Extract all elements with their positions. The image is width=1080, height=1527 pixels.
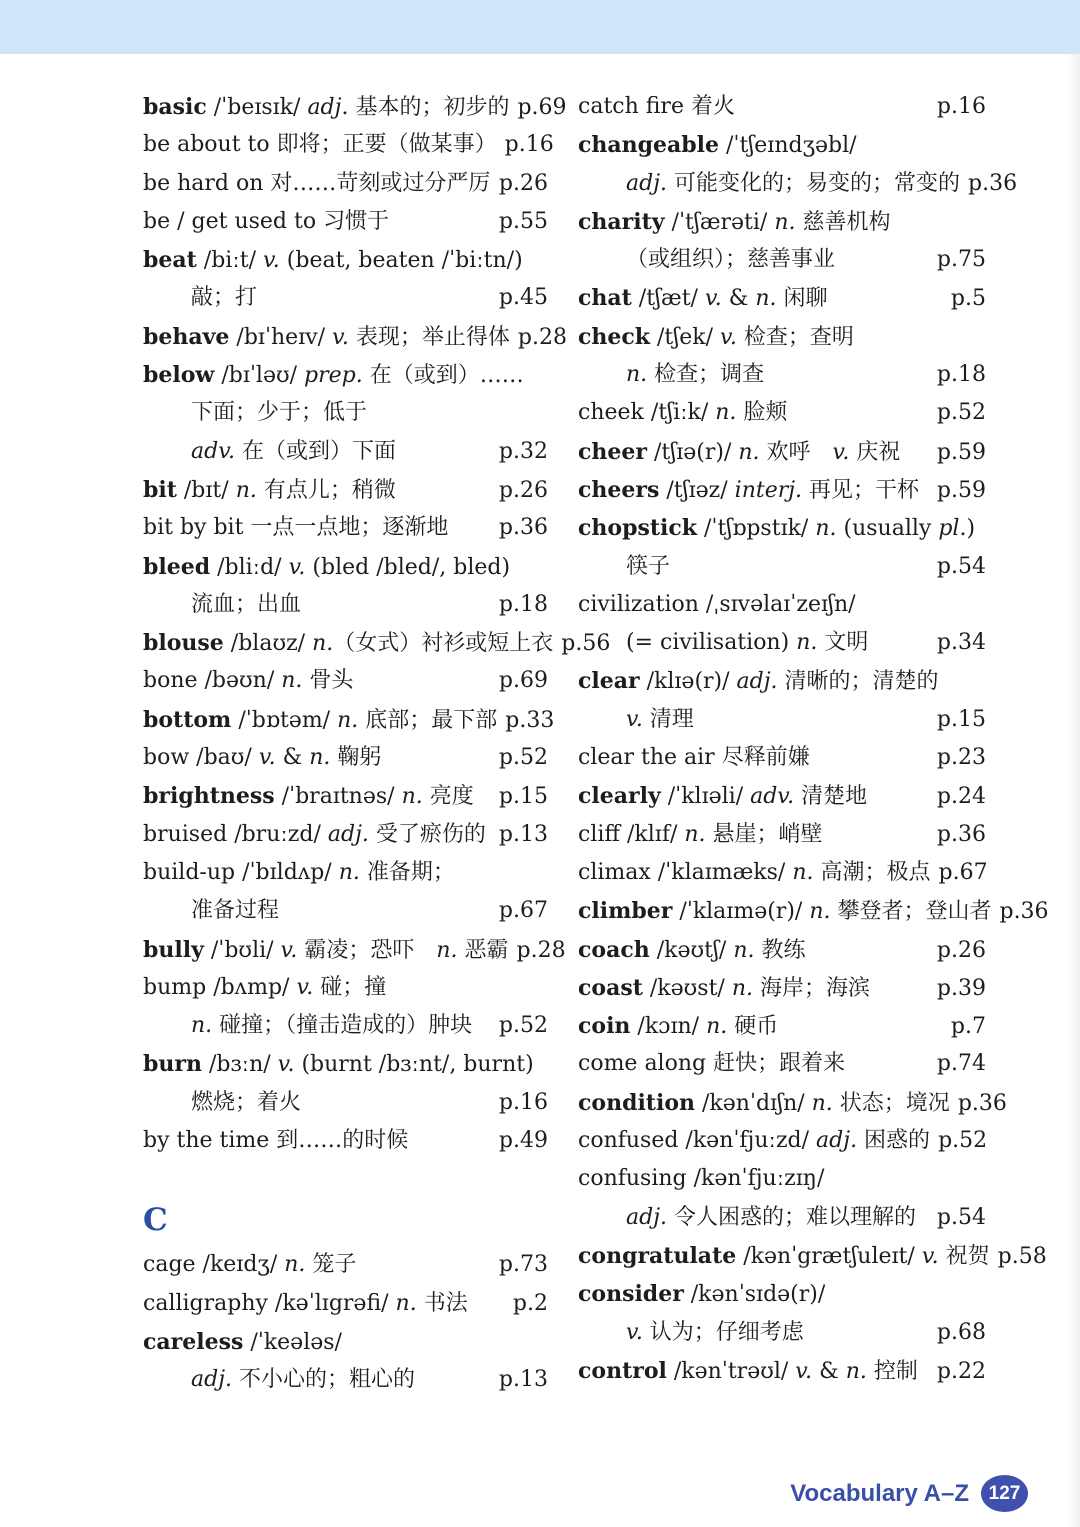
entry-text: consider /kənˈsɪdə(r)/ [578, 1281, 826, 1308]
vocab-entry [578, 739, 986, 777]
entry-text: chat /tʃæt/ v. & n. 闲聊 [578, 285, 828, 312]
page-ref: p.36 [968, 170, 1018, 196]
page-ref: p.52 [498, 1013, 548, 1039]
page-ref: p.56 [561, 631, 611, 657]
entry-text: be hard on 对……苛刻或过分严厉 [143, 170, 491, 196]
entry-text: blouse /blaʊz/ n.（女式）衬衫或短上衣 [143, 630, 554, 657]
entry-text: cage /keɪdʒ/ n. 笼子 [143, 1252, 357, 1278]
vocab-entry [578, 165, 1018, 203]
vocab-entry [578, 394, 986, 432]
entry-text: charity /ˈtʃærəti/ n. 慈善机构 [578, 208, 891, 235]
vocab-entry [143, 88, 567, 126]
vocab-entry [143, 203, 548, 241]
vocab-entry [578, 1122, 986, 1160]
page-ref: p.22 [936, 1358, 986, 1384]
vocab-entry [143, 318, 567, 356]
entry-text: bit by bit 一点一点地；逐渐地 [143, 515, 449, 541]
page-ref: p.18 [936, 362, 986, 388]
entry-text: bruised /bruːzd/ adj. 受了瘀伤的 [143, 821, 486, 847]
entry-text: v. 清理 [626, 706, 694, 732]
page-ref: p.28 [517, 324, 567, 350]
page-ref: p.36 [999, 899, 1049, 925]
vocab-entry [143, 126, 554, 164]
vocab-entry [578, 624, 986, 662]
vocab-column-right [578, 88, 1049, 1390]
vocab-entry [578, 662, 986, 700]
vocab-entry [143, 509, 548, 547]
page-ref: p.49 [498, 1128, 548, 1154]
page-ref: p.24 [936, 784, 986, 810]
page-number-badge: 127 [981, 1475, 1028, 1512]
entry-text: climax /ˈklaɪmæks/ n. 高潮；极点 [578, 859, 931, 885]
page-ref: p.23 [936, 745, 986, 771]
page-ref: p.55 [498, 208, 548, 234]
entry-text: clear the air 尽释前嫌 [578, 745, 810, 771]
page-ref: p.59 [936, 477, 986, 503]
entry-text: come along 赶快；跟着来 [578, 1051, 846, 1077]
entry-text: behave /bɪˈheɪv/ v. 表现；举止得体 [143, 323, 510, 350]
page-ref: p.34 [936, 630, 986, 656]
vocab-entry [143, 816, 548, 854]
header-band [0, 0, 1080, 54]
vocab-entry [143, 1122, 548, 1160]
page-ref: p.36 [957, 1090, 1007, 1116]
vocab-entry [578, 816, 986, 854]
entry-text: 筷子 [626, 553, 671, 579]
vocab-entry [578, 1314, 986, 1352]
page-ref: p.54 [936, 1204, 986, 1230]
entry-text: be / get used to 习惯于 [143, 208, 390, 234]
page-ref: p.75 [936, 247, 986, 273]
vocab-entry [578, 701, 986, 739]
vocab-entry [143, 662, 548, 700]
vocab-entry [578, 969, 986, 1007]
entry-text: bone /bəʊn/ n. 骨头 [143, 668, 354, 694]
vocab-entry [578, 777, 986, 815]
entry-text: 敲；打 [191, 285, 258, 311]
page-ref: p.67 [498, 898, 548, 924]
page-ref: p.5 [950, 286, 986, 312]
vocab-entry [143, 279, 548, 317]
section-gap [143, 1160, 548, 1194]
vocab-entry [578, 1084, 1007, 1122]
entry-text: 准备过程 [191, 898, 280, 924]
vocab-entry [578, 931, 986, 969]
entry-text: coach /kəʊtʃ/ n. 教练 [578, 936, 806, 963]
page-footer [790, 1475, 1028, 1512]
entry-text: catch fire 着火 [578, 94, 735, 119]
vocab-entry [143, 777, 548, 815]
entry-text: basic /ˈbeɪsɪk/ adj. 基本的；初步的 [143, 94, 510, 120]
vocab-entry [143, 241, 548, 279]
page-ref: p.73 [498, 1252, 548, 1278]
page-ref: p.52 [938, 1128, 988, 1154]
page-ref: p.13 [498, 1367, 548, 1393]
page-ref: p.36 [498, 515, 548, 541]
entry-text: n. 碰撞；（撞击造成的）肿块 [191, 1013, 473, 1039]
entry-text: cheer /tʃɪə(r)/ n. 欢呼 v. 庆祝 [578, 438, 901, 465]
footer-section-label: Vocabulary A–Z [790, 1479, 969, 1507]
vocab-entry [143, 471, 548, 509]
entry-text: adj. 令人困惑的；难以理解的 [626, 1204, 917, 1230]
vocab-entry [143, 1285, 548, 1323]
vocab-column-left [143, 88, 611, 1400]
page-ref: p.39 [936, 975, 986, 1001]
vocab-entry [578, 548, 986, 586]
page-ref: p.59 [936, 439, 986, 465]
page-ref: p.68 [936, 1319, 986, 1345]
entry-text: climber /ˈklaɪmə(r)/ n. 攀登者；登山者 [578, 898, 992, 925]
vocab-entry [143, 1045, 548, 1083]
page-ref: p.13 [498, 821, 548, 847]
vocab-entry [578, 1045, 986, 1083]
scan-edge-shadow [1066, 54, 1080, 1527]
vocab-entry [578, 854, 986, 892]
vocab-entry [578, 241, 986, 279]
entry-text: changeable /ˈtʃeɪndʒəbl/ [578, 132, 857, 159]
vocab-entry [578, 1007, 986, 1045]
vocab-entry [143, 1361, 548, 1399]
page-ref: p.32 [498, 438, 548, 464]
entry-text: v. 认为；仔细考虑 [626, 1319, 804, 1345]
entry-text: calligraphy /kəˈlɪgrəfi/ n. 书法 [143, 1290, 468, 1316]
entry-text: check /tʃek/ v. 检查；查明 [578, 323, 854, 350]
entry-text: cheek /tʃiːk/ n. 脸颊 [578, 400, 788, 426]
vocab-entry [578, 1275, 986, 1313]
entry-text: bottom /ˈbɒtəm/ n. 底部；最下部 [143, 706, 498, 733]
vocab-entry [143, 1007, 548, 1045]
vocab-entry [578, 471, 986, 509]
entry-text: below /bɪˈləʊ/ prep. 在（或到）…… [143, 362, 524, 389]
page-ref: p.16 [504, 132, 554, 158]
entry-text: by the time 到……的时候 [143, 1128, 409, 1154]
page-ref: p.69 [517, 95, 567, 120]
page-ref: p.26 [498, 477, 548, 503]
vocab-entry [143, 969, 548, 1007]
page-ref: p.58 [997, 1243, 1047, 1269]
vocab-entry [143, 701, 555, 739]
vocab-entry [143, 394, 548, 432]
page-ref: p.15 [498, 784, 548, 810]
entry-text: civilization /ˌsɪvəlaɪˈzeɪʃn/ [578, 591, 856, 617]
page-ref: p.7 [950, 1014, 986, 1040]
entry-text: congratulate /kənˈgrætʃuleɪt/ v. 祝贺 [578, 1242, 990, 1269]
vocab-entry [143, 165, 548, 203]
vocab-entry [578, 509, 986, 547]
vocab-entry [578, 203, 986, 241]
vocab-entry [578, 1237, 1047, 1275]
entry-text: 流血；出血 [191, 591, 302, 617]
vocab-entry [578, 1352, 986, 1390]
entry-text: bully /ˈbʊli/ v. 霸凌；恐吓 n. 恶霸 [143, 936, 509, 963]
entry-text: confusing /kənˈfjuːzɪŋ/ [578, 1166, 825, 1192]
entry-text: clear /klɪə(r)/ adj. 清晰的；清楚的 [578, 668, 939, 695]
section-letter-c: C [143, 1202, 168, 1239]
entry-text: coin /kɔɪn/ n. 硬币 [578, 1013, 779, 1040]
vocab-entry [578, 892, 1049, 930]
entry-text: bow /baʊ/ v. & n. 鞠躬 [143, 745, 382, 771]
vocab-entry [578, 586, 986, 624]
entry-text: bump /bʌmp/ v. 碰；撞 [143, 974, 387, 1000]
page-ref: p.45 [498, 285, 548, 311]
vocab-entry [143, 739, 548, 777]
page-ref: p.74 [936, 1051, 986, 1077]
page-ref: p.52 [936, 400, 986, 426]
vocab-entry [143, 586, 548, 624]
entry-text: confused /kənˈfjuːzd/ adj. 困惑的 [578, 1128, 931, 1154]
entry-text: bleed /bliːd/ v. (bled /bled/, bled) [143, 553, 511, 580]
vocab-entry [578, 433, 986, 471]
vocab-entry [143, 892, 548, 930]
vocab-entry [578, 1160, 986, 1198]
vocab-entry [143, 548, 548, 586]
page-ref: p.15 [936, 706, 986, 732]
entry-text: (= civilisation) n. 文明 [626, 630, 869, 656]
entry-text: brightness /ˈbraɪtnəs/ n. 亮度 [143, 783, 474, 810]
vocab-entry [143, 854, 548, 892]
vocab-entry [143, 433, 548, 471]
vocab-entry [143, 356, 548, 394]
page-ref: p.16 [936, 94, 986, 119]
entry-text: careless /ˈkeələs/ [143, 1328, 342, 1355]
vocab-entry [578, 126, 986, 164]
entry-text: clearly /ˈklɪəli/ adv. 清楚地 [578, 783, 868, 810]
entry-text: adj. 可能变化的；易变的；常变的 [626, 170, 961, 196]
vocab-entry [143, 1246, 548, 1284]
entry-text: 下面；少于；低于 [191, 400, 368, 426]
vocab-entry [578, 1199, 986, 1237]
page-ref: p.33 [505, 707, 555, 733]
entry-text: beat /biːt/ v. (beat, beaten /ˈbiːtn/) [143, 247, 523, 274]
entry-text: chopstick /ˈtʃɒpstɪk/ n. (usually pl.) [578, 515, 976, 542]
entry-text: control /kənˈtrəʊl/ v. & n. 控制 [578, 1357, 918, 1384]
entry-text: be about to 即将；正要（做某事） [143, 132, 497, 158]
vocab-entry [578, 279, 986, 317]
vocab-entry [143, 1323, 548, 1361]
page-ref: p.18 [498, 591, 548, 617]
page-ref: p.67 [938, 859, 988, 885]
page-ref: p.16 [498, 1089, 548, 1115]
entry-text: cliff /klɪf/ n. 悬崖；峭壁 [578, 821, 823, 847]
page-ref: p.52 [498, 745, 548, 771]
entry-text: coast /kəʊst/ n. 海岸；海滨 [578, 974, 870, 1001]
page-ref: p.26 [498, 170, 548, 196]
page-ref: p.36 [936, 821, 986, 847]
entry-text: （或组织）；慈善事业 [626, 247, 836, 273]
page-ref: p.26 [936, 937, 986, 963]
vocab-entry [143, 624, 611, 662]
entry-text: burn /bɜːn/ v. (burnt /bɜːnt/, burnt) [143, 1051, 534, 1078]
page-ref: p.69 [498, 668, 548, 694]
vocab-entry [578, 356, 986, 394]
entry-text: bit /bɪt/ n. 有点儿；稍微 [143, 476, 396, 503]
entry-text: n. 检查；调查 [626, 362, 765, 388]
page-ref: p.2 [512, 1290, 548, 1316]
entry-text: cheers /tʃɪəz/ interj. 再见；干杯 [578, 476, 920, 503]
vocab-entry [578, 318, 986, 356]
vocab-entry [578, 88, 986, 126]
entry-text: adj. 不小心的；粗心的 [191, 1367, 416, 1393]
entry-text: adv. 在（或到）下面 [191, 438, 397, 464]
page-ref: p.54 [936, 553, 986, 579]
entry-text: 燃烧；着火 [191, 1089, 302, 1115]
vocab-entry [143, 931, 566, 969]
entry-text: build-up /ˈbɪldʌp/ n. 准备期； [143, 859, 455, 885]
vocab-entry [143, 1084, 548, 1122]
entry-text: condition /kənˈdɪʃn/ n. 状态；境况 [578, 1089, 950, 1116]
page-ref: p.28 [516, 937, 566, 963]
